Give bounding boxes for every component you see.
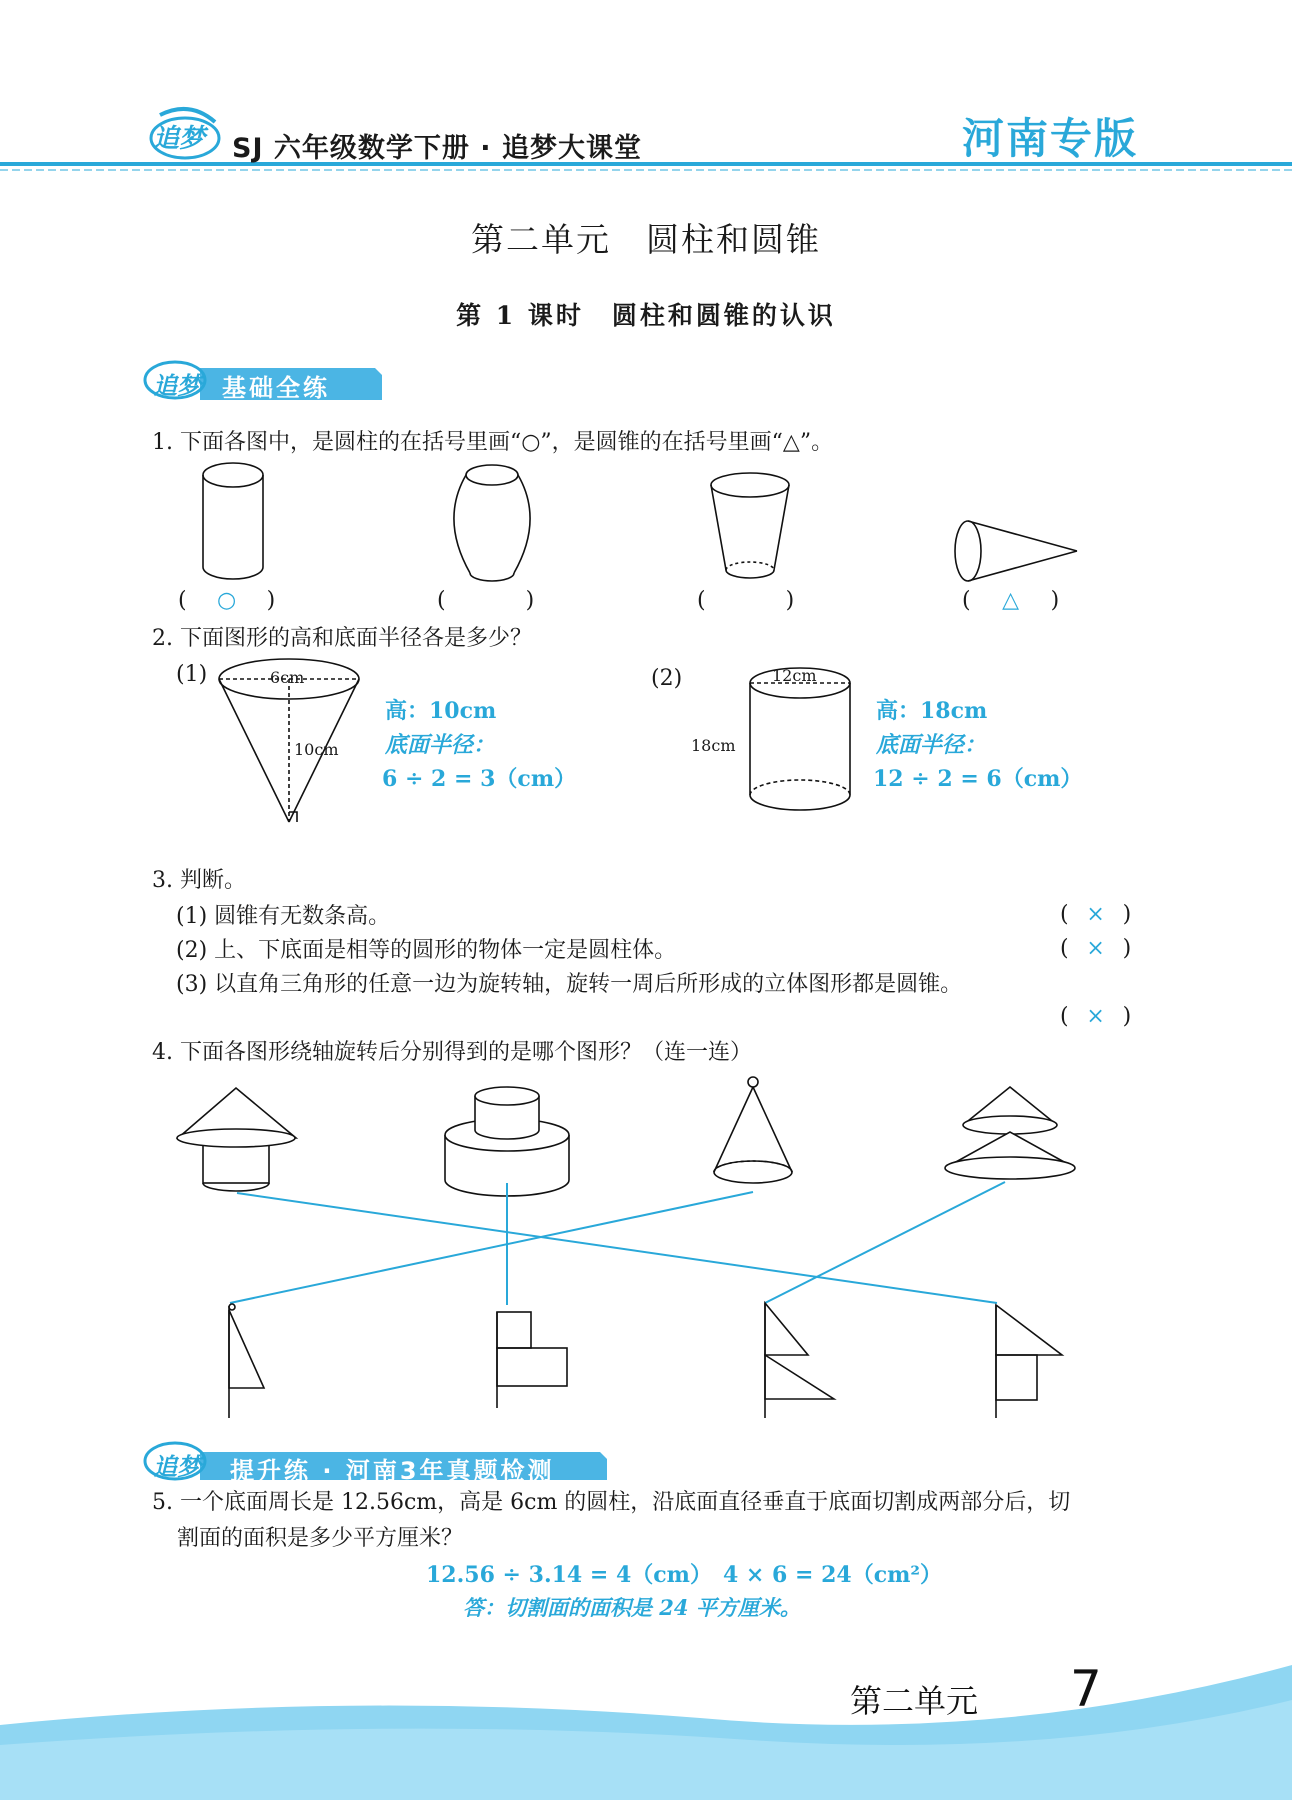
- q3-paren-2: ( × ): [1060, 936, 1132, 961]
- q4-shape-double-triangle: [765, 1303, 834, 1418]
- q2-part1-diameter: 6cm: [270, 668, 305, 687]
- q2-part1-label: (1): [176, 662, 208, 687]
- lesson-title: 第 1 课时 圆柱和圆锥的认识: [456, 301, 836, 330]
- q4-shape-step-rects: [497, 1312, 567, 1408]
- q2-cylinder-figure: [750, 668, 850, 810]
- q4-line-hat: [237, 1193, 997, 1303]
- q3-answer-2: ×: [1086, 936, 1105, 961]
- q4-text: 4. 下面各图形绕轴旋转后分别得到的是哪个图形？（连一连）: [152, 1040, 752, 1065]
- q5-line2: 割面的面积是多少平方厘米？: [177, 1526, 464, 1551]
- q4-solid-hat: [177, 1088, 296, 1191]
- q2-part1-answer-height: 高：10cm: [385, 698, 497, 724]
- q5-line1: 5. 一个底面周长是 12.56cm，高是 6cm 的圆柱，沿底面直径垂直于底面切割成两部分后，切: [152, 1490, 1071, 1515]
- q1-paren-2: ( ): [437, 588, 535, 613]
- q2-part2-height: 18cm: [691, 736, 736, 755]
- q1-cylinder-figure: [203, 463, 263, 579]
- q2-part2-answer-height: 高：18cm: [876, 698, 988, 724]
- section2-logo-text: 追梦: [153, 1453, 201, 1481]
- q4-answer-lines: [230, 1182, 1005, 1305]
- q3-text: 3. 判断。: [152, 868, 246, 893]
- q3-item-2: (2) 上、下底面是相等的圆形的物体一定是圆柱体。: [176, 938, 677, 963]
- q1-paren-3: ( ): [697, 588, 795, 613]
- unit-title: 第二单元 圆柱和圆锥: [471, 220, 821, 259]
- q5-answer-calc: 12.56 ÷ 3.14 = 4（cm） 4 × 6 = 24（cm²）: [426, 1562, 943, 1588]
- page-number: 7: [1070, 1660, 1102, 1718]
- q4-line-cone: [230, 1192, 753, 1303]
- section2-label: 提升练 · 河南3年真题检测: [230, 1457, 555, 1485]
- header-title: SJ 六年级数学下册 · 追梦大课堂: [232, 133, 642, 164]
- q2-part2-answer-radius: 12 ÷ 2 = 6（cm）: [873, 766, 1083, 792]
- q1-paren-4: ( △ ): [962, 588, 1060, 613]
- footer-unit: 第二单元: [850, 1682, 979, 1720]
- q1-answer-1: ○: [216, 588, 237, 613]
- q2-part1-answer-radius: 6 ÷ 2 = 3（cm）: [382, 766, 577, 792]
- q2-part2-answer-radius-label: 底面半径：: [876, 732, 987, 758]
- q3-paren-3: ( × ): [1060, 1004, 1132, 1029]
- q1-cone-figure: [955, 521, 1077, 581]
- q1-answer-4: △: [1002, 588, 1020, 613]
- q2-text: 2. 下面图形的高和底面半径各是多少？: [152, 626, 532, 651]
- q3-item-3: (3) 以直角三角形的任意一边为旋转轴，旋转一周后所形成的立体图形都是圆锥。: [176, 972, 963, 997]
- logo-text: 追梦: [153, 124, 206, 154]
- section1-label: 基础全练: [222, 374, 330, 402]
- q2-part1-height: 10cm: [294, 740, 339, 759]
- section1-logo-text: 追梦: [153, 372, 201, 400]
- q3-item-1: (1) 圆锥有无数条高。: [176, 904, 391, 929]
- q1-barrel-figure: [454, 465, 530, 581]
- edition-label: 河南专版: [962, 114, 1139, 163]
- q1-text: 1. 下面各图中，是圆柱的在括号里画“○”，是圆锥的在括号里画“△”。: [152, 430, 834, 455]
- q4-solid-double-cone: [945, 1087, 1075, 1179]
- q4-solid-cone: [714, 1077, 792, 1183]
- q1-frustum-figure: [711, 473, 789, 578]
- q3-answer-3: ×: [1086, 1004, 1105, 1029]
- q4-solid-stacked-cylinders: [445, 1087, 569, 1196]
- q3-answer-1: ×: [1086, 902, 1105, 927]
- q4-line-double-cone: [765, 1182, 1005, 1303]
- q1-paren-1: ( ○ ): [178, 588, 276, 613]
- q2-part2-label: (2): [651, 666, 683, 691]
- q4-shape-triangle-rect: [996, 1305, 1062, 1418]
- q5-answer-text: 答：切割面的面积是 24 平方厘米。: [463, 1595, 801, 1620]
- q4-shape-triangle-axis: [229, 1304, 264, 1418]
- q3-paren-1: ( × ): [1060, 902, 1132, 927]
- q2-part1-answer-radius-label: 底面半径：: [385, 732, 496, 758]
- q2-part2-diameter: 12cm: [772, 666, 817, 685]
